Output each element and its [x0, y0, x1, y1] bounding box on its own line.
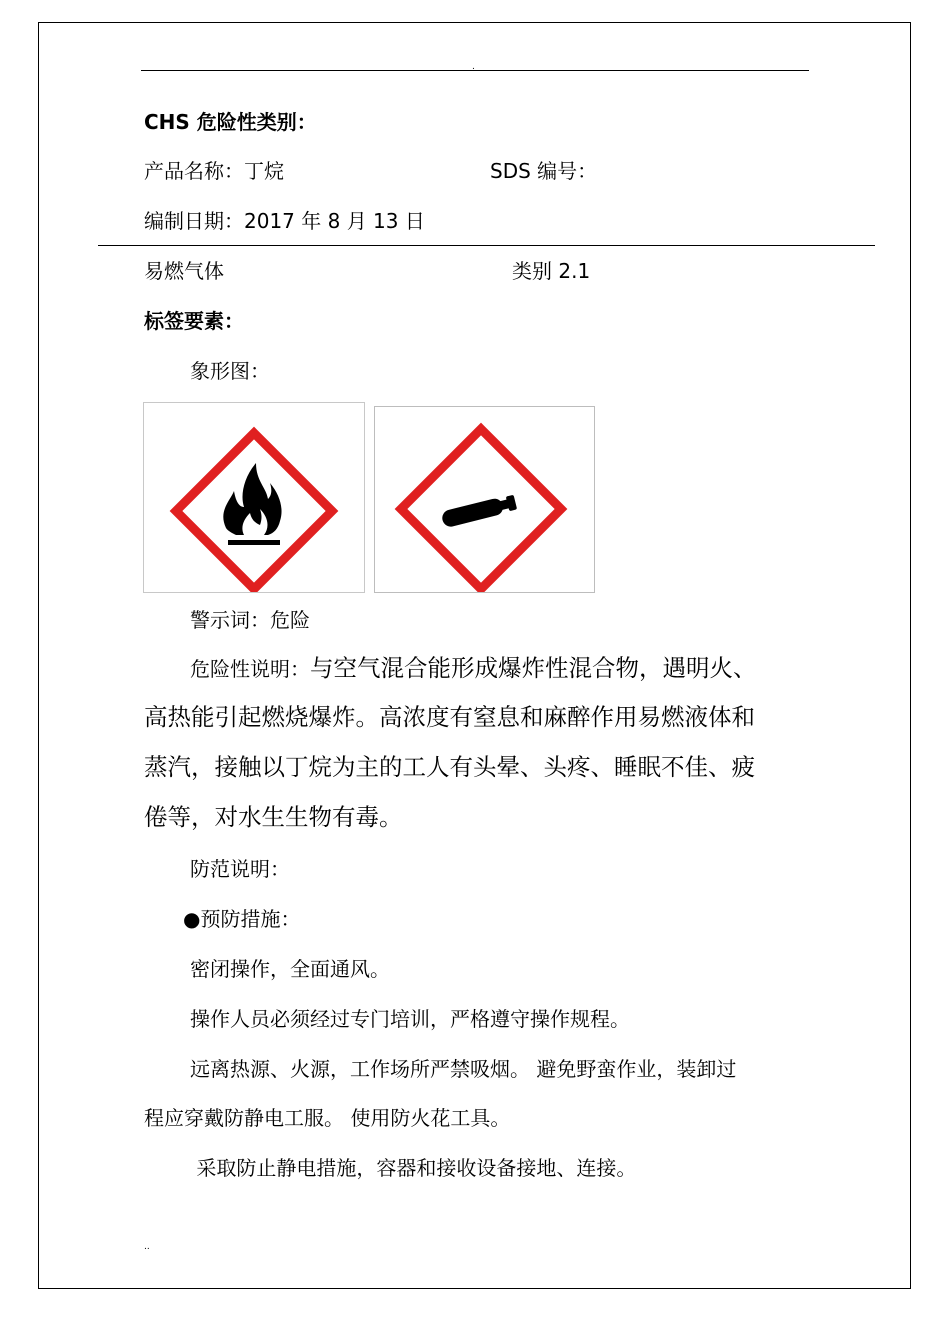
prevention-item-3: 远离热源、火源，工作场所严禁吸烟。 避免野蛮作业，装卸过	[190, 1057, 737, 1081]
prevention-item-3-cont: 程应穿戴防静电工服。 使用防火花工具。	[144, 1106, 511, 1130]
hazard-statement-line-2: 高热能引起燃烧爆炸。高浓度有窒息和麻醉作用易燃液体和	[144, 703, 755, 731]
hazard-category: 类别 2.1	[512, 259, 591, 283]
header-rule	[141, 70, 809, 71]
hazard-statement-line-1: 与空气混合能形成爆炸性混合物，遇明火、	[310, 654, 757, 682]
compile-date: 编制日期：2017 年 8 月 13 日	[144, 209, 425, 233]
prevention-item-4: 采取防止静电措施，容器和接收设备接地、连接。	[190, 1156, 637, 1180]
flame-pictogram	[143, 402, 365, 593]
precaution-label: 防范说明：	[190, 857, 290, 881]
product-name: 产品名称：丁烷	[144, 159, 284, 183]
signal-word: 警示词：危险	[190, 608, 310, 632]
prevention-heading: ●预防措施：	[183, 907, 301, 931]
gas-cylinder-pictogram	[374, 406, 595, 593]
hazard-statement-label: 危险性说明：	[190, 657, 310, 681]
label-elements-heading: 标签要素：	[144, 309, 244, 333]
section-rule	[98, 245, 875, 246]
prevention-item-2: 操作人员必须经过专门培训，严格遵守操作规程。	[190, 1007, 630, 1031]
prevention-item-1: 密闭操作，全面通风。	[190, 957, 390, 981]
hazard-statement-line-4: 倦等，对水生生物有毒。	[144, 803, 403, 831]
sds-number-label: SDS 编号：	[490, 159, 598, 183]
hazard-class: 易燃气体	[144, 259, 224, 283]
gas-cylinder-icon	[375, 407, 594, 592]
header-mark: .	[472, 62, 475, 72]
ghs-category-label: CHS 危险性类别：	[144, 110, 317, 134]
hazard-statement-first-line	[190, 652, 757, 684]
pictogram-label: 象形图：	[190, 359, 270, 383]
footer-mark: ..	[144, 1242, 150, 1252]
hazard-statement-line-3: 蒸汽，接触以丁烷为主的工人有头晕、头疼、睡眠不佳、疲	[144, 753, 755, 781]
flame-icon	[144, 403, 364, 592]
